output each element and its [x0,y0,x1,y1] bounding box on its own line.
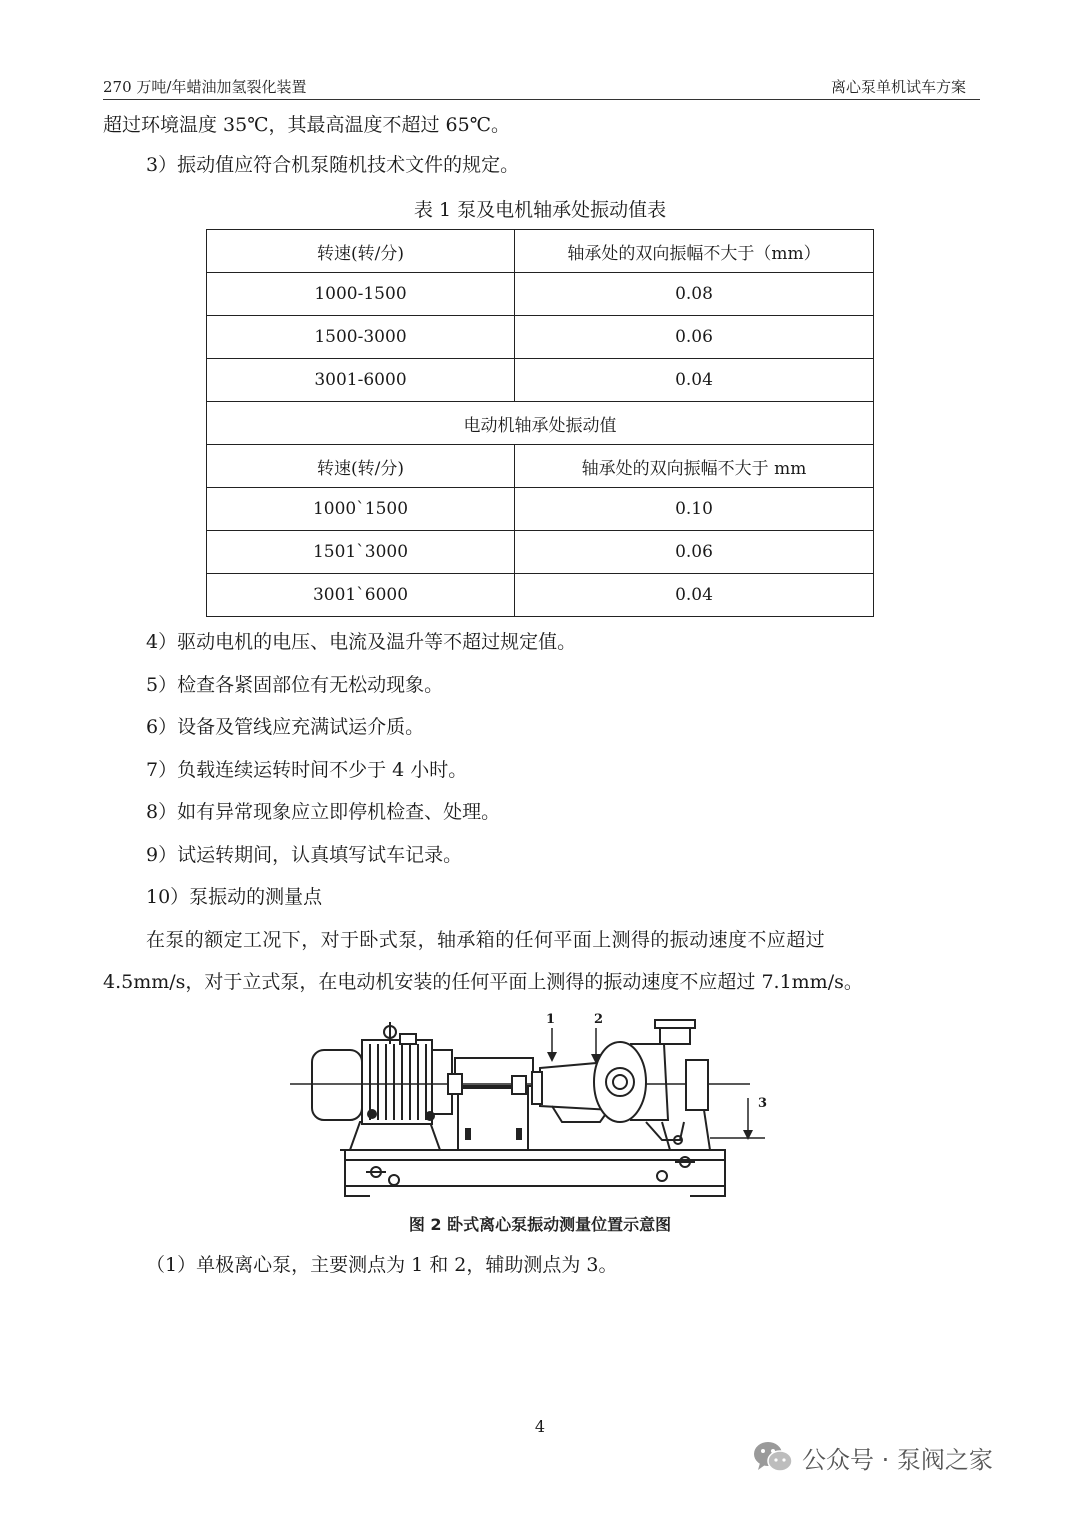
table-row [207,531,874,574]
table-row [207,359,874,402]
table-cell: 3001`6000 [207,574,515,617]
item-9: 9）试运转期间，认真填写试车记录。 [146,844,463,866]
header-left: 270 万吨/年蜡油加氢裂化装置 [103,78,307,96]
wechat-icon [752,1439,794,1475]
table-cell: 0.06 [515,316,874,359]
table-cell: 1000`1500 [207,488,515,531]
body-paragraph-line2: 4.5mm/s，对于立式泵，在电动机安装的任何平面上测得的振动速度不应超过 7.1mm/s。 [103,971,863,993]
table-header-cell: 转速(转/分) [207,445,515,488]
table-header-row [207,230,874,273]
table-section-title: 电动机轴承处振动值 [207,402,874,445]
item-5: 5）检查各紧固部位有无松动现象。 [146,674,444,696]
watermark-text: 公众号 · 泵阀之家 [802,1445,993,1474]
table-row [207,488,874,531]
table-cell: 0.10 [515,488,874,531]
table-cell: 0.08 [515,273,874,316]
watermark [752,1437,993,1477]
after-figure-text: （1）单极离心泵，主要测点为 1 和 2，辅助测点为 3。 [146,1254,618,1276]
table-cell: 0.04 [515,359,874,402]
table-row [207,316,874,359]
item-3: 3）振动值应符合机泵随机技术文件的规定。 [146,154,520,176]
body-paragraph-line1: 在泵的额定工况下，对于卧式泵，轴承箱的任何平面上测得的振动速度不应超过 [146,929,826,951]
table-cell: 1000-1500 [207,273,515,316]
figure-caption: 图 2 卧式离心泵振动测量位置示意图 [408,1215,672,1234]
table-header-cell: 转速(转/分) [207,230,515,273]
table-row [207,574,874,617]
table-row [207,273,874,316]
header-rule [103,99,980,100]
item-8: 8）如有异常现象应立即停机检查、处理。 [146,801,501,823]
item-7: 7）负载连续运转时间不少于 4 小时。 [146,759,468,781]
table-cell: 1500-3000 [207,316,515,359]
table-section-row [207,402,874,445]
table-header-row [207,445,874,488]
table-cell: 3001-6000 [207,359,515,402]
table-header-cell: 轴承处的双向振幅不大于 mm [515,445,874,488]
table-caption: 表 1 泵及电机轴承处振动值表 [413,199,667,221]
measure-point-3-label: 3 [758,1096,768,1111]
page-number: 4 [534,1417,546,1436]
vibration-table [206,229,874,617]
table-cell: 1501`3000 [207,531,515,574]
item-10: 10）泵振动的测量点 [146,886,323,908]
item-4: 4）驱动电机的电压、电流及温升等不超过规定值。 [146,631,577,653]
measure-point-1-label: 1 [546,1012,556,1027]
table-cell: 0.06 [515,531,874,574]
item-6: 6）设备及管线应充满试运介质。 [146,716,425,738]
measure-point-2-label: 2 [594,1012,604,1027]
paragraph-temperature: 超过环境温度 35℃，其最高温度不超过 65℃。 [103,114,510,136]
table-cell: 0.04 [515,574,874,617]
header-right: 离心泵单机试车方案 [830,78,966,96]
table-header-cell: 轴承处的双向振幅不大于（mm） [515,230,874,273]
pump-diagram [290,1010,790,1204]
